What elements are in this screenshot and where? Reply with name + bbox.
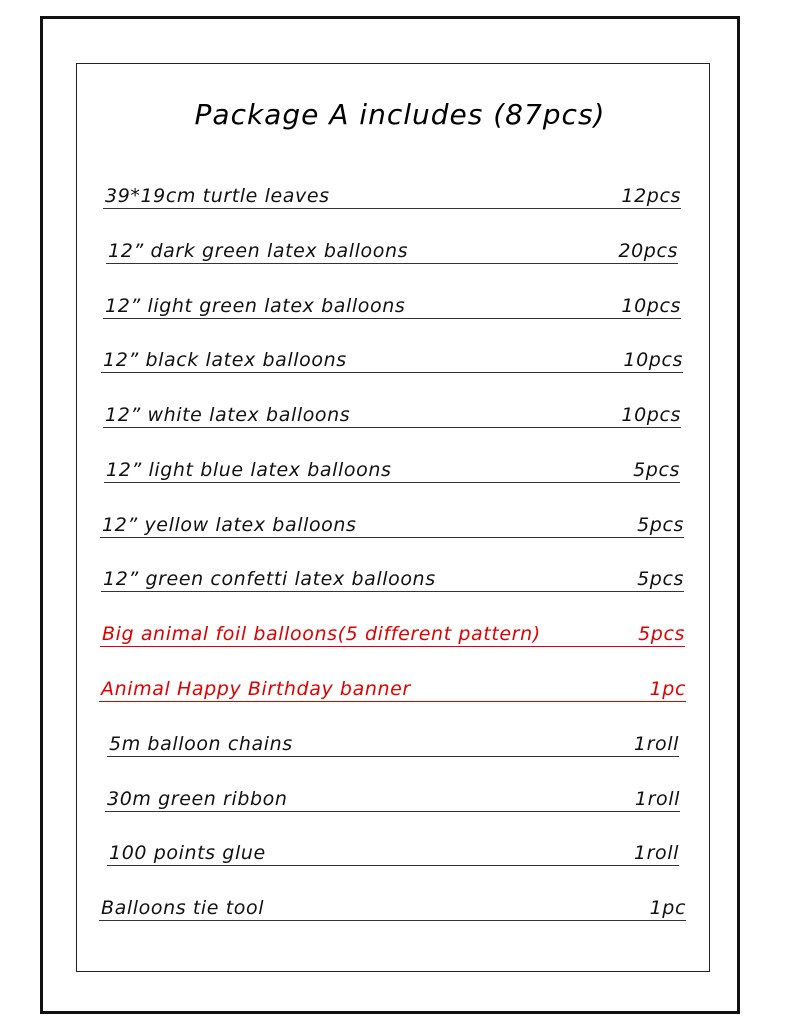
list-item — [101, 562, 684, 592]
list-item-highlighted — [99, 672, 686, 702]
item-name: 12” dark green latex balloons — [108, 240, 409, 262]
item-quantity: 20pcs — [618, 240, 678, 262]
item-quantity: 12pcs — [621, 185, 681, 207]
page-title: Package A includes (87pcs) — [194, 98, 606, 131]
item-quantity: 1roll — [633, 842, 679, 864]
item-quantity: 10pcs — [621, 404, 681, 426]
item-quantity: 1pc — [649, 678, 686, 700]
list-item — [104, 453, 680, 483]
item-quantity: 5pcs — [638, 623, 685, 645]
item-name: 30m green ribbon — [107, 788, 288, 810]
item-quantity: 1roll — [633, 733, 679, 755]
item-name: 12” black latex balloons — [103, 349, 347, 371]
item-name: 5m balloon chains — [109, 733, 293, 755]
item-name: 100 points glue — [109, 842, 266, 864]
item-quantity: 1roll — [634, 788, 680, 810]
list-item — [103, 398, 681, 428]
list-item-highlighted — [100, 617, 685, 647]
list-item — [103, 179, 681, 209]
list-item — [107, 836, 679, 866]
item-name: 12” white latex balloons — [105, 404, 351, 426]
item-name: Big animal foil balloons(5 different pattern) — [102, 623, 541, 645]
list-item — [105, 782, 680, 812]
item-quantity: 5pcs — [637, 568, 684, 590]
item-name: 12” light green latex balloons — [105, 295, 406, 317]
item-quantity: 10pcs — [621, 295, 681, 317]
list-item — [103, 289, 681, 319]
item-name: 12” light blue latex balloons — [106, 459, 392, 481]
item-quantity: 5pcs — [637, 514, 684, 536]
item-name: 12” green confetti latex balloons — [103, 568, 436, 590]
list-item — [100, 508, 684, 538]
item-name: 39*19cm turtle leaves — [105, 185, 330, 207]
item-name: Balloons tie tool — [101, 897, 265, 919]
item-name: Animal Happy Birthday banner — [101, 678, 411, 700]
item-quantity: 1pc — [649, 897, 686, 919]
list-item — [106, 234, 678, 264]
item-name: 12” yellow latex balloons — [102, 514, 357, 536]
list-item — [101, 343, 683, 373]
item-quantity: 10pcs — [623, 349, 683, 371]
list-item — [99, 891, 686, 921]
list-item — [107, 727, 679, 757]
item-quantity: 5pcs — [633, 459, 680, 481]
